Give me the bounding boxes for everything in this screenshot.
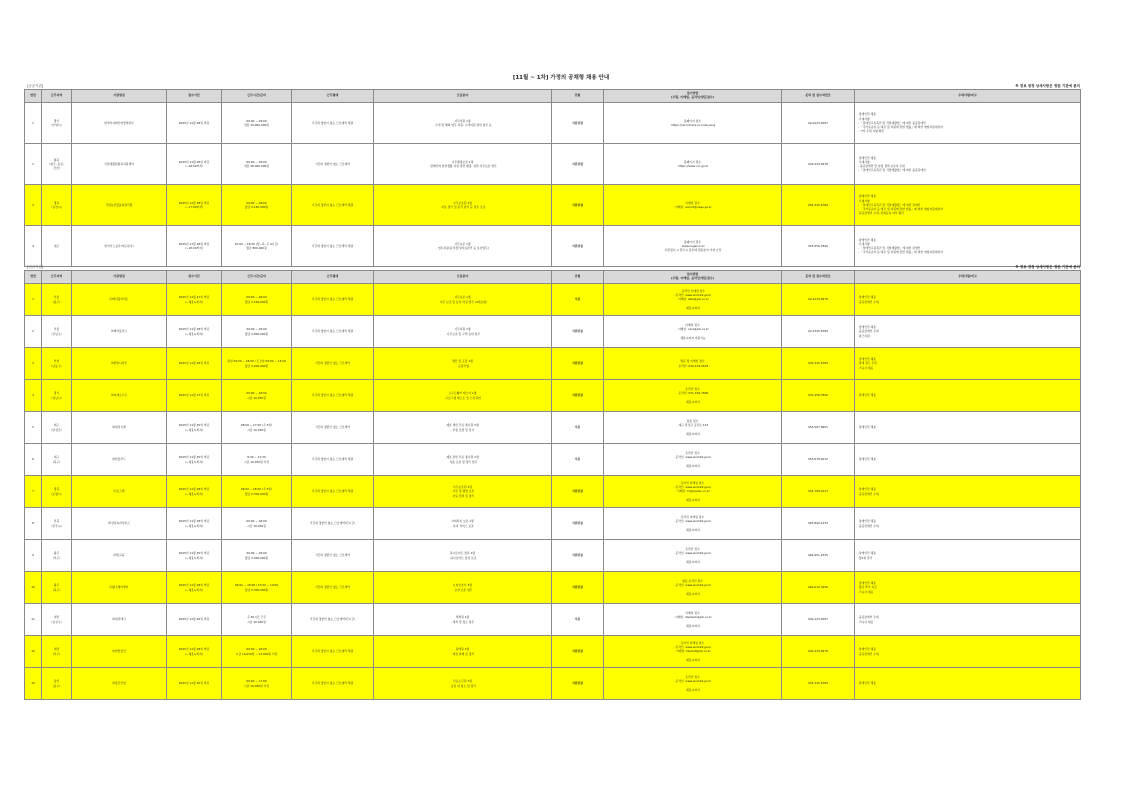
cell-phone: 042-123-4567 <box>782 604 855 636</box>
cell-remark: ·장애인만 채용 ·우대사항 - 「장애인고용촉진 및 직업재활법」에 따른 중증장애인 - 「국가유공자 등 예우 및 지원에 관한 법률」에 의한 취업지원대상자 - 기타 우대 사항 확인 <box>855 103 1081 144</box>
cell-field: 하나로마트 물류 1명 · 하나로마트 물류 보조 <box>374 540 552 572</box>
cell-region: 대전 (서구) <box>42 636 72 668</box>
column-header: 근무시간/급여 <box>222 90 292 103</box>
private-table <box>24 270 1081 700</box>
column-header: 근무지역 <box>42 271 72 284</box>
cell-method: 서류면접 <box>552 636 604 668</box>
cell-field: 사회복지 보조 1명 · 복지 서비스 보조 <box>374 508 552 540</box>
cell-period: 2025년 11월 28일 마감 (~채용시까지) <box>167 316 222 348</box>
cell-phone: 052-345-6789 <box>782 668 855 700</box>
cell-period: 2025년 11월 28일 마감 (~채용시까지) <box>167 572 222 604</box>
cell-phone: 053-567-8901 <box>782 412 855 444</box>
cell-region: 서울 (중구) <box>42 284 72 316</box>
cell-period: 2025년 11월 30일 마감 <box>167 668 222 700</box>
cell-hours: 09:00 ~ 17:00 시급 10,030원 이상 <box>222 668 292 700</box>
cell-method: 서류면접 <box>552 668 604 700</box>
column-header: 근무형태 <box>292 90 374 103</box>
cell-phone: 053-678-9012 <box>782 444 855 476</box>
cell-org: ㈜울산산업 <box>72 668 167 700</box>
cell-hours: 09:00 ~ 18:00 (주 5일) 월급 2,300,000원 <box>222 476 292 508</box>
cell-method: 서류전형 <box>552 144 604 185</box>
table-row <box>25 185 1081 226</box>
table-row <box>25 444 1081 476</box>
cell-no: 7 <box>25 476 42 508</box>
cell-apply: 이메일 접수 · 이메일: recruit@naqs.go.kr <box>604 185 782 226</box>
cell-hours: 09:00 ~ 18:00 시급 10,030원 <box>222 380 292 412</box>
page-title: [11월 ~ 1차] 가정의 공채형 채용 안내 <box>512 75 610 81</box>
cell-no: 2 <box>25 316 42 348</box>
column-header: 모집분야 <box>374 90 552 103</box>
cell-apply: 온라인 접수 · 온라인: www.work24.go.kr ·채용시까지 <box>604 668 782 700</box>
cell-apply: 방문 온라인 접수 · 온라인: www.work24.go.kr ·채용시까지 <box>604 572 782 604</box>
column-header: 문의 및 접수처번호 <box>782 271 855 284</box>
cell-region: 광주 (서구) <box>42 540 72 572</box>
cell-phone: 02-0123-4567 <box>782 103 855 144</box>
cell-remark: ·장애인만 채용 <box>855 668 1081 700</box>
cell-remark: ·중증장애인 우대 ·기숙사 제공 <box>855 604 1081 636</box>
cell-hours: 09:00 ~ 18:00 월급 2,150,000원 <box>222 185 292 226</box>
table-row <box>25 316 1081 348</box>
cell-apply: 방문 접수 · 대구 달성군 공단로 123 ·채용시까지 <box>604 412 782 444</box>
cell-org: 한국마사회안양경마본부 <box>72 103 167 144</box>
cell-field: 소프트웨어 테스터 1명 · 프로그램 테스트 및 오류 확인 <box>374 380 552 412</box>
cell-field: 사무보조원 2명 · 사무 및 행정 보조 · 자료 입력 및 정리 <box>374 476 552 508</box>
cell-field: 제조 생산 단순 종사원 2명 · 부품 조립 및 검사 <box>374 412 552 444</box>
cell-org: 국립농산물품질관리원 <box>72 185 167 226</box>
cell-field: 요양보호사 3명 · 요양 보조 업무 <box>374 572 552 604</box>
cell-remark: ·장애인만 채용 <box>855 380 1081 412</box>
cell-period: 2025년 11월 30일 마감 (~채용시까지) <box>167 540 222 572</box>
cell-apply: 온라인 이메일 접수 · 온라인: www.work24.go.kr · 이메일: hr@postec.co.kr ·채용시까지 <box>604 476 782 508</box>
cell-method: 서류면접 <box>552 572 604 604</box>
cell-hours: 09:00 ~ 18:00 연봉 30,000,000원 <box>222 103 292 144</box>
cell-remark: ·장애인만 채용 ·월1회 휴가 <box>855 540 1081 572</box>
cell-remark: ·장애인만 채용 ·중증장애인 우대 <box>855 508 1081 540</box>
cell-method: 서류면접 <box>552 540 604 572</box>
header-row <box>25 271 1081 284</box>
cell-apply: 온라인 이메일 접수 · 온라인: www.work24.go.kr · 이메일: hanbat@job.co.kr ·채용시까지 <box>604 636 782 668</box>
cell-org: ㈜한빛디자인 <box>72 348 167 380</box>
cell-type: 기간의 정함이 없는 근로계약 체결 <box>292 380 374 412</box>
cell-method: 서류 <box>552 444 604 476</box>
cell-org: 국립재활원충북지원센터 <box>72 144 167 185</box>
notice-top: ※ 정보 정정 상세사항은 정원 기관에 문의 <box>1015 84 1080 88</box>
cell-hours: 09:00 ~ 18:00 월급 2,100,000원 <box>222 284 292 316</box>
cell-type: 기간의 정함이 없는 근로계약 체결 <box>292 185 374 226</box>
cell-phone: 031-456-7890 <box>782 380 855 412</box>
cell-phone: 062-012-3456 <box>782 572 855 604</box>
cell-type: 기간의 정함이 없는 근로계약 체결 <box>292 226 374 267</box>
cell-apply: 온라인 이메일 접수 · 온라인: www.work24.go.kr ·채용시까지 <box>604 508 782 540</box>
cell-no: 4 <box>25 380 42 412</box>
cell-phone: 063-890-1234 <box>782 508 855 540</box>
cell-type: 기간의 정함이 없는 근로계약 체결 <box>292 316 374 348</box>
column-header: 근무지역 <box>42 90 72 103</box>
cell-hours: 주 40시간 근무 시급 10,030원 <box>222 604 292 636</box>
cell-period: 2025년 11월 30일 마감 (~채용시까지) <box>167 412 222 444</box>
cell-method: 서류면접 <box>552 316 604 348</box>
cell-field: 사무보조 1명 · 업무지원(문서정리/자료관리 등 보조업무) <box>374 226 552 267</box>
cell-region: 대구 (달성군) <box>42 412 72 444</box>
cell-method: 서류면접 <box>552 185 604 226</box>
cell-field: 판매원 1명 · 매장 판매 및 정리 <box>374 636 552 668</box>
cell-type: 기간의 정함이 없는 근로계약(단시간) <box>292 508 374 540</box>
cell-apply: 이메일 접수 · 이메일: care@job.co.kr ·채용시까지 지원가능 <box>604 316 782 348</box>
cell-no: 3 <box>25 185 42 226</box>
cell-hours: 8:30 ~ 17:30 시급 10,030원 이상 <box>222 444 292 476</box>
cell-org: ㈜한밭물산 <box>72 636 167 668</box>
cell-region: 충북 (청주, 음성, 진천) <box>42 144 72 185</box>
cell-org: ㈜에이블커넥트 <box>72 284 167 316</box>
cell-period: 2025년 11월 21일 마감 (~채용시까지) <box>167 284 222 316</box>
cell-type: 기간의 정함이 없는 근로계약 체결 <box>292 444 374 476</box>
cell-no: 12 <box>25 636 42 668</box>
column-header: 연번 <box>25 271 42 284</box>
table-row <box>25 284 1081 316</box>
table-row <box>25 508 1081 540</box>
cell-hours: 09:00 ~ 18:00 월급 2,000,000원 <box>222 316 292 348</box>
cell-apply: 온라인 접수 · 온라인: www.work24.go.kr ·채용시까지 <box>604 444 782 476</box>
cell-type: 기간의 정함이 없는 근로계약 체결 <box>292 476 374 508</box>
cell-region: 전북 (전주시) <box>42 508 72 540</box>
cell-field: 생산 및 포장 1명 · 포장작업 <box>374 348 552 380</box>
cell-org: ㈜미래소프트 <box>72 380 167 412</box>
column-header: 우대사항/비고 <box>855 271 1081 284</box>
cell-region: 울산 (남구) <box>42 668 72 700</box>
cell-region: 대구 (북구) <box>42 444 72 476</box>
column-header: 우대사항/비고 <box>855 90 1081 103</box>
cell-no: 3 <box>25 348 42 380</box>
cell-phone: 054-345-6789 <box>782 185 855 226</box>
cell-remark: ·장애인만 채용 ·우대사항 - 「장애인고용촉진 및 직업재활법」에 따른 장애인 - 「국가유공자 등 예우 및 지원에 관한 법률」에 의한 취업지원대상자 ·중증장애인 우대, 장애등록 여부 확인 <box>855 185 1081 226</box>
cell-type: 기간의 정함이 없는 근로계약 체결 <box>292 636 374 668</box>
cell-type: 기간의 정함이 없는 근로계약 <box>292 348 374 380</box>
table-row <box>25 572 1081 604</box>
column-header: 연번 <box>25 90 42 103</box>
cell-hours: 09:00 ~ 18:00 / 10:00 ~ 19:00 월급 2,300,000원 <box>222 572 292 604</box>
cell-field: 단순노무원 1명 · 공장 내 청소 및 정리 <box>374 668 552 700</box>
cell-type: 기간의 정함이 없는 근로계약 체결 <box>292 103 374 144</box>
column-header: 모집분야 <box>374 271 552 284</box>
cell-method: 서류 <box>552 284 604 316</box>
table-row <box>25 226 1081 267</box>
cell-org: ㈜전북복지서비스 <box>72 508 167 540</box>
cell-region: 경북 (포항시) <box>42 476 72 508</box>
cell-no: 8 <box>25 508 42 540</box>
column-header: 전형 <box>552 90 604 103</box>
cell-region: 대전 (유성구) <box>42 604 72 636</box>
cell-field: 사무지원 1명 · 사무보조 및 고객 응대 업무 <box>374 316 552 348</box>
column-header: 근무형태 <box>292 271 374 284</box>
cell-period: 2025년 11월 28일 마감 (~17:00까지) <box>167 185 222 226</box>
cell-field: 제조 관련 단순 종사원 1명 · 식품 포장 및 정리 업무 <box>374 444 552 476</box>
notice-bottom: ※ 정보 정정 상세사항은 정원 기관에 문의 <box>1015 265 1080 269</box>
cell-type: 기간의 정함이 없는 근로계약 <box>292 412 374 444</box>
cell-no: 2 <box>25 144 42 185</box>
cell-hours: 09:00 ~ 18:00 월급 2,200,000원 <box>222 540 292 572</box>
cell-type: 기간의 정함이 없는 근로계약 <box>292 144 374 185</box>
cell-hours: 10:00 ~ 16:00 (월~목, 주 4시간) 월급 800,000원 <box>222 226 292 267</box>
cell-period: 2025년 11월 28일 마감 <box>167 103 222 144</box>
cell-method: 서류면접 <box>552 348 604 380</box>
cell-no: 5 <box>25 412 42 444</box>
table-row <box>25 636 1081 668</box>
column-header: 접수기간 <box>167 271 222 284</box>
section-label-private: [민간기업] <box>27 265 44 269</box>
cell-org: ㈜광주케어센터 <box>72 572 167 604</box>
cell-field: 사무행정보조 1명 · 장애인의 일상생활 지원 관련 행정, 일반 사무보조 업무 <box>374 144 552 185</box>
cell-field: 세척원 1명 · 세척 및 청소 업무 <box>374 604 552 636</box>
table-row <box>25 604 1081 636</box>
cell-apply: 방문 및 이메일 접수 · 온라인: 032-234-5678 <box>604 348 782 380</box>
cell-no: 1 <box>25 103 42 144</box>
cell-period: 2025년 11월 27일 마감 <box>167 380 222 412</box>
cell-hours: 평일 09:00 ~ 18:00 / 토요일 09:00 ~ 13:00 월급 2,200,000원 <box>222 348 292 380</box>
cell-hours: 09:00 ~ 18:00 시급 10,030원 ~ 13,000원 이상 <box>222 636 292 668</box>
cell-phone: 032-345-6789 <box>782 348 855 380</box>
table-row <box>25 412 1081 444</box>
cell-field: 사무지원 1명 · 국내 및 해외 업무 지원, 고객지원 관련 업무 등 <box>374 103 552 144</box>
cell-remark: ·장애인만 채용 <box>855 412 1081 444</box>
cell-no: 13 <box>25 668 42 700</box>
cell-region: 경기 (안양시) <box>42 103 72 144</box>
cell-org: ㈜포스텍 <box>72 476 167 508</box>
cell-remark: ·장애인만 채용 ·우대사항 - 「장애인고용촉진 및 직업재활법」에 따른 장애인 - 「국가유공자 등 예우 및 지원에 관한 법률」에 의한 취업지원대상자 <box>855 226 1081 267</box>
cell-period: 2025년 11월 28일 마감 (~채용시까지) <box>167 508 222 540</box>
cell-type: 기간의 정함이 없는 근로계약 체결 <box>292 668 374 700</box>
cell-apply: 이메일 접수 · 이메일: daedeok@job.co.kr ·채용시까지 <box>604 604 782 636</box>
cell-phone: 042-234-5678 <box>782 636 855 668</box>
cell-period: 2025년 11월 28일 마감 <box>167 348 222 380</box>
column-header: 기관명칭 <box>72 90 167 103</box>
cell-type: 기간의 정함이 없는 근로계약 <box>292 540 374 572</box>
cell-phone: 053-456-7890 <box>782 226 855 267</box>
column-header: 근무시간/급여 <box>222 271 292 284</box>
cell-hours: 08:00 ~ 17:00 (주 5일) 시급 10,030원 <box>222 412 292 444</box>
column-header: 전형 <box>552 271 604 284</box>
cell-period: 2025년 11월 28일 마감 (~18:00까지) <box>167 144 222 185</box>
cell-no: 4 <box>25 226 42 267</box>
cell-phone: 054-789-0123 <box>782 476 855 508</box>
cell-period: 2025년 11월 26일 마감 <box>167 604 222 636</box>
column-header: 문의 및 접수처번호 <box>782 90 855 103</box>
cell-region: 대구 <box>42 226 72 267</box>
cell-method: 서류 <box>552 604 604 636</box>
column-header: 접수기간 <box>167 90 222 103</box>
cell-region: 인천 (남동구) <box>42 348 72 380</box>
cell-apply: 온라인 접수 · 온라인: 031-456-7890 ·채용시까지 <box>604 380 782 412</box>
cell-no: 10 <box>25 572 42 604</box>
cell-apply: · 온라인 이메일 접수 · 온라인: www.work24.go.kr · 이메일: able@job.co.kr ·채용시까지 <box>604 284 782 316</box>
cell-method: 서류 <box>552 412 604 444</box>
cell-type: 기간의 정함이 없는 근로계약 체결 <box>292 284 374 316</box>
cell-period: 2025년 11월 28일 마감 (~18:00까지) <box>167 226 222 267</box>
cell-method: 서류전형 <box>552 103 604 144</box>
cell-org: 한국가스공사(대구본사) <box>72 226 167 267</box>
table-row <box>25 380 1081 412</box>
cell-remark: ·장애인만 채용 ·중증장애인 우대 <box>855 636 1081 668</box>
cell-phone: 02-1234-5678 <box>782 284 855 316</box>
table-row <box>25 540 1081 572</box>
cell-hours: 09:00 ~ 18:00 연봉 26,000,000원 <box>222 144 292 185</box>
cell-remark: ·장애인만 채용 ·우대사항 - 중증장애인 및 일정 경력 보유자 우대 - 「장애인고용촉진 및 직업재활법」에 따른 중증장애인 <box>855 144 1081 185</box>
cell-remark: ·장애인만 채용 ·중증장애인 우대 <box>855 284 1081 316</box>
section-label-public: [공공기관] <box>27 84 44 88</box>
cell-method: 서류면접 <box>552 226 604 267</box>
cell-region: 경북 (김천시) <box>42 185 72 226</box>
cell-remark: ·장애인만 채용 ·월급 추가 지급 ·기숙사 제공 <box>855 572 1081 604</box>
cell-org: ㈜대덕테크 <box>72 604 167 636</box>
cell-hours: 09:00 ~ 18:00 시급 10,030원 <box>222 508 292 540</box>
table-row <box>25 144 1081 185</box>
cell-region: 서울 (강남구) <box>42 316 72 348</box>
cell-org: ㈜대성기계 <box>72 412 167 444</box>
table-row <box>25 476 1081 508</box>
cell-period: 2025년 11월 28일 마감 (~채용시까지) <box>167 476 222 508</box>
cell-remark: ·장애인만 채용 ·장애 정도 무관 ·기숙사 제공 <box>855 348 1081 380</box>
column-header: 기관명칭 <box>72 271 167 284</box>
cell-org: ㈜빛고을 <box>72 540 167 572</box>
cell-type: 기간의 정함이 없는 근로계약 <box>292 572 374 604</box>
cell-apply: 홈페이지 접수 · https://recruit.kra.co.kr/anyang <box>604 103 782 144</box>
header-row <box>25 90 1081 103</box>
cell-no: 11 <box>25 604 42 636</box>
table-row <box>25 103 1081 144</box>
cell-period: 2025년 11월 28일 마감 (~채용시까지) <box>167 636 222 668</box>
cell-org: ㈜한울푸드 <box>72 444 167 476</box>
column-header: 접수방법 (우편, 이메일, 온라인/방문접수) <box>604 90 782 103</box>
cell-field: 사무보조 1명 · 사무 보조 및 문서 작성 업무 (4대보험) <box>374 284 552 316</box>
cell-no: 6 <box>25 444 42 476</box>
cell-phone: 062-901-2345 <box>782 540 855 572</box>
cell-method: 서류면접 <box>552 476 604 508</box>
cell-region: 경기 (성남시) <box>42 380 72 412</box>
cell-method: 서류면접 <box>552 380 604 412</box>
column-header: 접수방법 (우편, 이메일, 온라인/방문접수) <box>604 271 782 284</box>
table-row <box>25 348 1081 380</box>
cell-field: 사무보조원 1명 · 자료 정리 및 문서 관리 등 업무 보조 <box>374 185 552 226</box>
public-table <box>24 89 1081 267</box>
cell-remark: ·장애인만 채용 ·중증장애인 우대 ·통근지원 <box>855 316 1081 348</box>
cell-type: 기간의 정함이 없는 근로계약(단시간) <box>292 604 374 636</box>
cell-period: 2025년 11월 30일 마감 (~채용시까지) <box>167 444 222 476</box>
cell-phone: 043-234-5678 <box>782 144 855 185</box>
cell-apply: 온라인 접수 · 온라인: www.work24.go.kr ·채용시까지 <box>604 540 782 572</box>
cell-region: 광주 (북구) <box>42 572 72 604</box>
cell-org: ㈜케어플러스 <box>72 316 167 348</box>
cell-apply: 홈페이지 접수 · https://www.nrc.go.kr <box>604 144 782 185</box>
cell-remark: ·장애인만 채용 ·중증장애인 우대 <box>855 476 1081 508</box>
cell-no: 1 <box>25 284 42 316</box>
cell-phone: 02-2345-6789 <box>782 316 855 348</box>
cell-no: 9 <box>25 540 42 572</box>
cell-method: 서류면접 <box>552 508 604 540</box>
cell-remark: ·장애인만 채용 <box>855 444 1081 476</box>
cell-apply: 홈페이지 접수 · www.kogas.or.kr ·우편접수 시 반드시 봉투에 채용분야 기재 요망 <box>604 226 782 267</box>
table-row <box>25 668 1081 700</box>
